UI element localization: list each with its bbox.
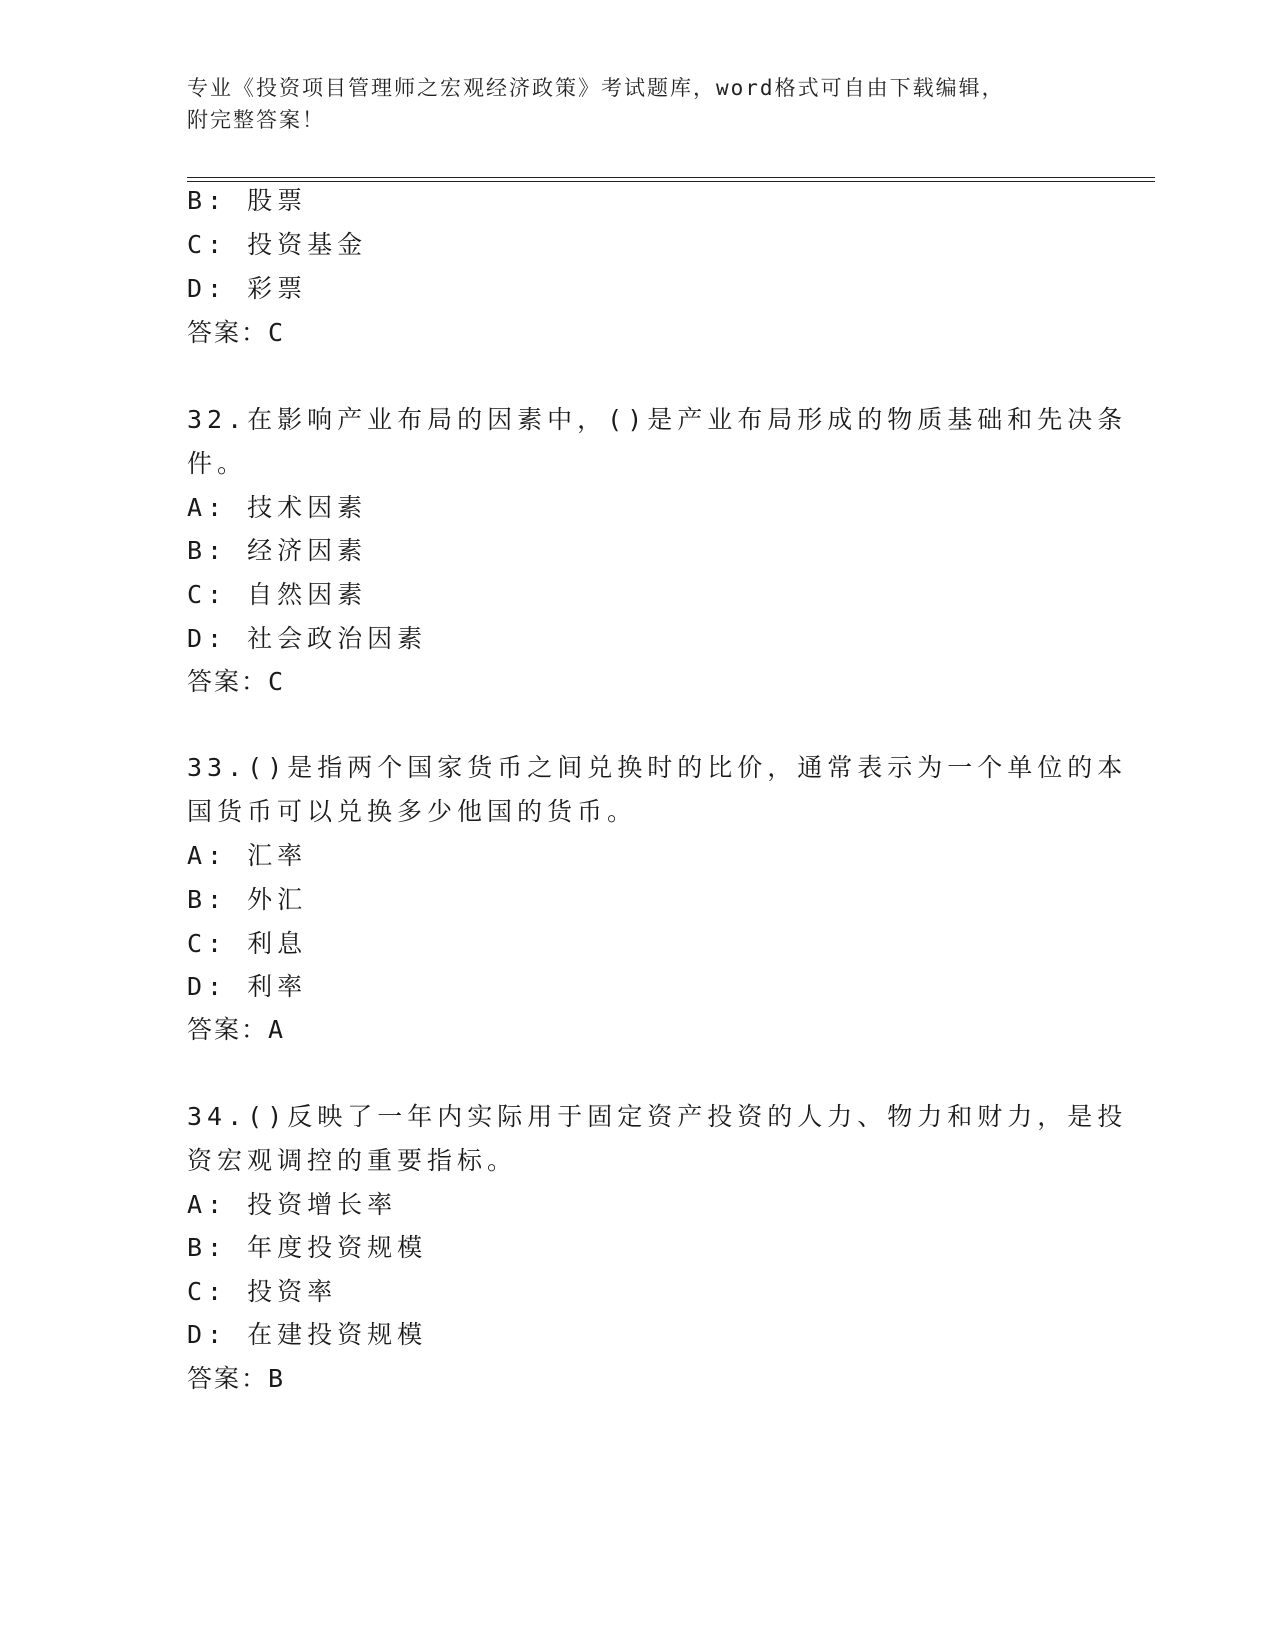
q34-option-c: C: 投资率 xyxy=(187,1277,338,1306)
q34-option-d: D: 在建投资规模 xyxy=(187,1320,428,1349)
answer-value: C xyxy=(268,667,286,696)
q34-option-b: B: 年度投资规模 xyxy=(187,1233,428,1262)
q33-stem-line-2: 国货币可以兑换多少他国的货币。 xyxy=(187,797,638,826)
q32-option-d: D: 社会政治因素 xyxy=(187,624,428,653)
header-line-2: 附完整答案！ xyxy=(187,108,325,132)
document-page xyxy=(187,0,1187,1650)
answer-label: 答案： xyxy=(187,1015,269,1044)
q33-option-c: C: 利息 xyxy=(187,929,308,958)
q31-option-b: B: 股票 xyxy=(187,186,308,215)
answer-value: C xyxy=(268,318,286,347)
answer-value: A xyxy=(268,1015,286,1044)
q32-stem-line-1: 32.在影响产业布局的因素中，()是产业布局形成的物质基础和先决条 xyxy=(187,405,1128,434)
answer-label: 答案： xyxy=(187,318,269,347)
answer-label: 答案： xyxy=(187,1364,269,1393)
q34-stem-line-1: 34.()反映了一年内实际用于固定资产投资的人力、物力和财力，是投 xyxy=(187,1102,1128,1131)
q32-option-b: B: 经济因素 xyxy=(187,536,368,565)
answer-value: B xyxy=(268,1364,286,1393)
header-line-1: 专业《投资项目管理师之宏观经济政策》考试题库，word格式可自由下载编辑， xyxy=(187,76,1005,100)
q31-option-d: D: 彩票 xyxy=(187,274,308,303)
q33-option-b: B: 外汇 xyxy=(187,885,308,914)
q32-answer xyxy=(187,662,285,702)
q31-answer xyxy=(187,313,285,353)
q33-option-d: D: 利率 xyxy=(187,972,308,1001)
header-divider xyxy=(187,177,1155,182)
q33-answer xyxy=(187,1010,285,1050)
q32-option-c: C: 自然因素 xyxy=(187,580,368,609)
q33-stem-line-1: 33.()是指两个国家货币之间兑换时的比价，通常表示为一个单位的本 xyxy=(187,753,1128,782)
q32-option-a: A: 技术因素 xyxy=(187,493,368,522)
q32-stem-line-2: 件。 xyxy=(187,449,248,478)
q34-stem-line-2: 资宏观调控的重要指标。 xyxy=(187,1146,518,1175)
q33-option-a: A: 汇率 xyxy=(187,841,308,870)
q34-answer xyxy=(187,1359,285,1399)
q31-option-c: C: 投资基金 xyxy=(187,230,368,259)
q34-option-a: A: 投资增长率 xyxy=(187,1190,398,1219)
document-header xyxy=(187,72,1047,136)
answer-label: 答案： xyxy=(187,667,269,696)
